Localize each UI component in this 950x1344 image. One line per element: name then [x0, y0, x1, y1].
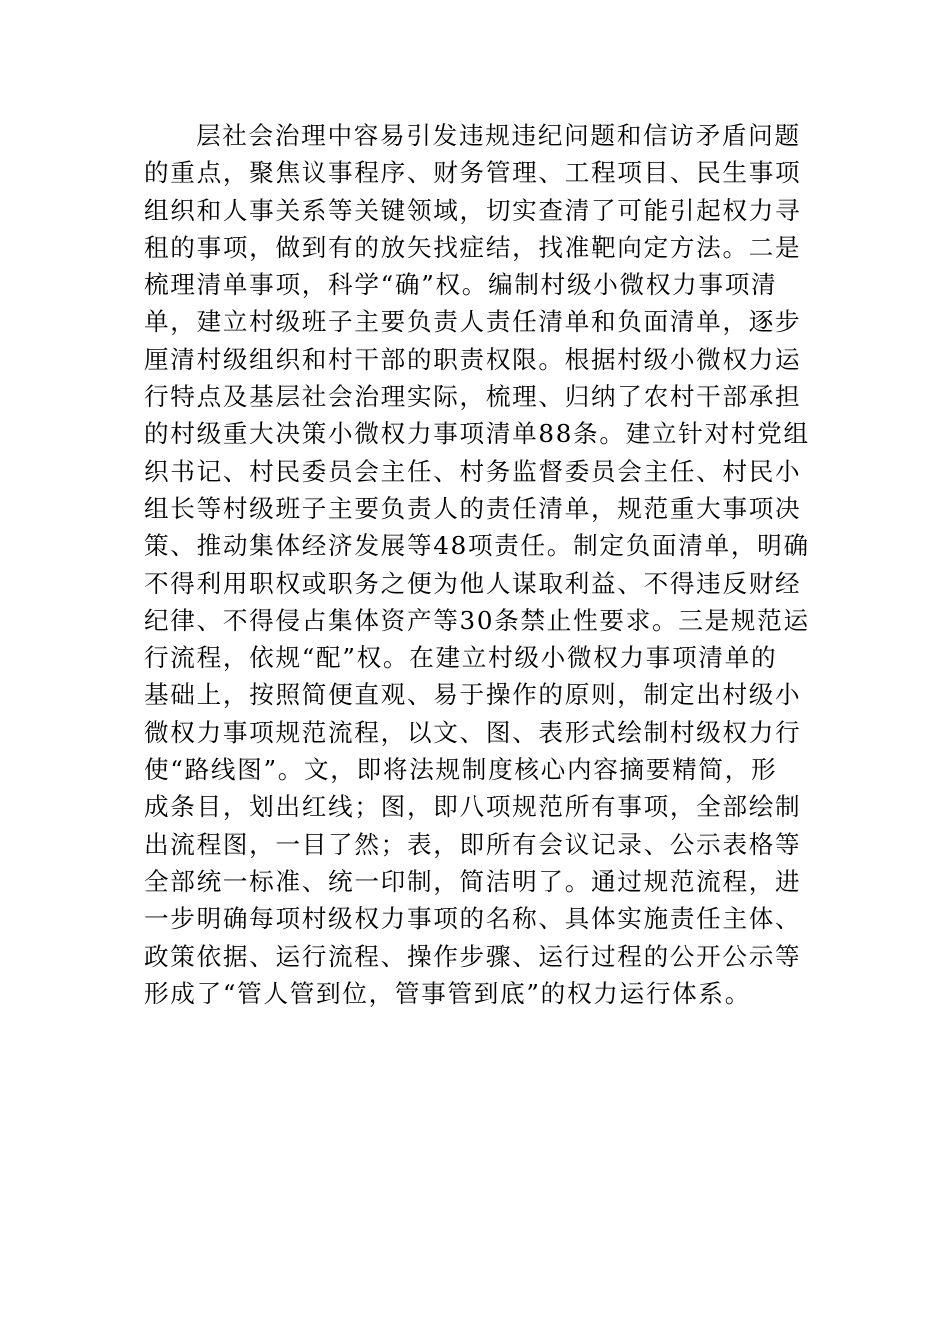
paragraph-line: 行特点及基层社会治理实际，梳理、归纳了农村干部承担: [144, 382, 802, 412]
body-paragraph: [144, 117, 812, 1012]
paragraph-line: 层社会治理中容易引发违规违纪问题和信访矛盾问题: [196, 121, 801, 150]
paragraph-line: 单，建立村级班子主要负责人责任清单和负面清单，逐步: [144, 307, 802, 337]
paragraph-line: 组织和人事关系等关键领域，切实查清了可能引起权力寻: [144, 195, 802, 225]
paragraph-line: 一步明确每项村级权力事项的名称、具体实施责任主体、: [144, 904, 802, 934]
paragraph-line: 成条目，划出红线；图，即八项规范所有事项，全部绘制: [144, 792, 802, 822]
paragraph-line: 织书记、村民委员会主任、村务监督委员会主任、村民小: [144, 456, 802, 486]
paragraph-line: 使“路线图”。文，即将法规制度核心内容摘要精简，形: [144, 755, 778, 785]
paragraph-line: 基础上，按照简便直观、易于操作的原则，制定出村级小: [144, 680, 802, 710]
paragraph-line: 租的事项，做到有的放矢找症结，找准靶向定方法。二是: [144, 232, 802, 262]
paragraph-line: 梳理清单事项，科学“确”权。编制村级小微权力事项清: [144, 270, 778, 300]
paragraph-line: 微权力事项规范流程，以文、图、表形式绘制村级权力行: [144, 717, 802, 747]
paragraph-line: 全部统一标准、统一印制，简洁明了。通过规范流程，进: [144, 866, 802, 896]
paragraph-line: 纪律、不得侵占集体资产等30条禁止性要求。三是规范运: [144, 605, 810, 635]
paragraph-line: 形成了“管人管到位，管事管到底”的权力运行体系。: [144, 978, 752, 1008]
paragraph-line: 行流程，依规“配”权。在建立村级小微权力事项清单的: [144, 643, 778, 673]
paragraph-line: 不得利用职权或职务之便为他人谋取利益、不得违反财经: [144, 568, 802, 598]
paragraph-line: 的重点，聚焦议事程序、财务管理、工程项目、民生事项: [144, 158, 802, 188]
paragraph-line: 出流程图，一目了然；表，即所有会议记录、公示表格等: [144, 829, 802, 859]
paragraph-line: 策、推动集体经济发展等48项责任。制定负面清单，明确: [144, 531, 810, 561]
paragraph-line: 的村级重大决策小微权力事项清单88条。建立针对村党组: [144, 419, 810, 449]
paragraph-line: 政策依据、运行流程、操作步骤、运行过程的公开公示等: [144, 941, 802, 971]
paragraph-line: 组长等村级班子主要负责人的责任清单，规范重大事项决: [144, 493, 802, 523]
paragraph-line: 厘清村级组织和村干部的职责权限。根据村级小微权力运: [144, 344, 802, 374]
